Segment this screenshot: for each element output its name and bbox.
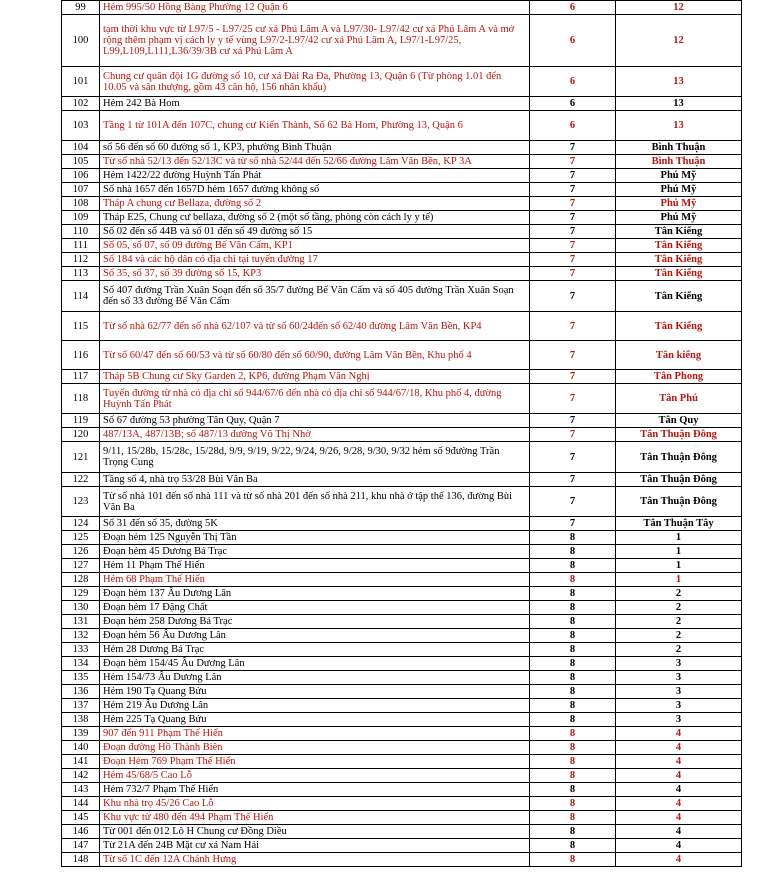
ward-cell: Tân Kiểng	[616, 281, 742, 312]
table-row	[62, 312, 742, 341]
location-cell: Từ 001 đến 012 Lô H Chung cư Đồng Diều	[100, 825, 530, 839]
ward-cell: 4	[616, 783, 742, 797]
location-cell: Số 02 đến số 44B và số 01 đến số 49 đường số 15	[100, 225, 530, 239]
ward-cell: 13	[616, 97, 742, 111]
stt-cell: 142	[62, 769, 100, 783]
ward-cell: Tân Phong	[616, 370, 742, 384]
stt-cell: 140	[62, 741, 100, 755]
stt-cell: 127	[62, 559, 100, 573]
location-cell: Đoạn hẻm 45 Dương Bá Trạc	[100, 545, 530, 559]
table-row	[62, 783, 742, 797]
stt-cell: 138	[62, 713, 100, 727]
district-cell: 7	[530, 384, 616, 414]
district-cell: 8	[530, 853, 616, 867]
table-row	[62, 769, 742, 783]
table-row	[62, 755, 742, 769]
table-row	[62, 239, 742, 253]
table-row	[62, 15, 742, 67]
district-cell: 8	[530, 615, 616, 629]
stt-cell: 125	[62, 531, 100, 545]
ward-cell: Tân kiểng	[616, 341, 742, 370]
stt-cell: 115	[62, 312, 100, 341]
district-cell: 7	[530, 428, 616, 442]
location-cell: Hẻm 28 Dương Bá Trạc	[100, 643, 530, 657]
table-row	[62, 559, 742, 573]
district-cell: 7	[530, 267, 616, 281]
stt-cell: 135	[62, 671, 100, 685]
stt-cell: 143	[62, 783, 100, 797]
district-cell: 7	[530, 517, 616, 531]
ward-cell: 2	[616, 601, 742, 615]
stt-cell: 109	[62, 211, 100, 225]
location-cell: tạm thời khu vực từ L97/5 - L97/25 cư xá Phú Lâm A và L97/30- L97/42 cư xá Phú Lâm A và mở rộng thêm phạm vị cách ly y tế vùng L97/2-L97/42 cư xá Phú Lâm A, L97/1-L97/25, L99,L109,L111,L36/39/3B cư xá Phú Lâm A	[100, 15, 530, 67]
location-cell: Số nhà 1657 đến 1657D hẻm 1657 đường không số	[100, 183, 530, 197]
table-row	[62, 643, 742, 657]
district-cell: 7	[530, 225, 616, 239]
location-cell: Chung cư quân đội 1G đường số 10, cư xá Đài Ra Đa, Phường 13, Quận 6 (Từ phòng 1.01 đến 10.05 và sân thượng, gồm 43 căn hộ, 156 nhân khẩu)	[100, 67, 530, 97]
table-row	[62, 573, 742, 587]
ward-cell: Phú Mỹ	[616, 183, 742, 197]
ward-cell: 4	[616, 741, 742, 755]
stt-cell: 131	[62, 615, 100, 629]
ward-cell: Phú Mỹ	[616, 197, 742, 211]
stt-cell: 137	[62, 699, 100, 713]
district-cell: 8	[530, 657, 616, 671]
district-cell: 8	[530, 769, 616, 783]
table-row	[62, 281, 742, 312]
location-cell: Hẻm 11 Phạm Thế Hiển	[100, 559, 530, 573]
location-cell: Từ số nhà 62/77 đến số nhà 62/107 và từ số 60/24đến số 62/40 đường Lâm Văn Bền, KP4	[100, 312, 530, 341]
table-row	[62, 487, 742, 517]
stt-cell: 102	[62, 97, 100, 111]
stt-cell: 110	[62, 225, 100, 239]
table-row	[62, 797, 742, 811]
ward-cell: 13	[616, 67, 742, 97]
table-row	[62, 442, 742, 473]
location-cell: Từ số nhà 52/13 đến 52/13C và từ số nhà 52/44 đến 52/66 đường Lâm Văn Bền, KP 3A	[100, 155, 530, 169]
table-row	[62, 629, 742, 643]
stt-cell: 104	[62, 141, 100, 155]
stt-cell: 144	[62, 797, 100, 811]
district-cell: 8	[530, 741, 616, 755]
district-cell: 7	[530, 370, 616, 384]
ward-cell: Tân Thuận Đông	[616, 473, 742, 487]
district-cell: 7	[530, 414, 616, 428]
location-cell: Số 05, số 07, số 09 đường Bế Văn Cấm, KP1	[100, 239, 530, 253]
table-row	[62, 111, 742, 141]
stt-cell: 147	[62, 839, 100, 853]
table-row	[62, 341, 742, 370]
table-row	[62, 531, 742, 545]
district-cell: 7	[530, 487, 616, 517]
location-cell: Số 407 đường Trần Xuân Soạn đến số 35/7 đường Bế Văn Cấm và số 405 đường Trần Xuân Soạn đến số 33 đường Bế Văn Cấm	[100, 281, 530, 312]
location-cell: Tháp E25, Chung cư bellaza, đường số 2 (một số tầng, phòng còn cách ly y tế)	[100, 211, 530, 225]
table-row	[62, 370, 742, 384]
stt-cell: 108	[62, 197, 100, 211]
ward-cell: 4	[616, 839, 742, 853]
district-cell: 8	[530, 573, 616, 587]
ward-cell: Tân Thuận Đông	[616, 442, 742, 473]
district-cell: 7	[530, 239, 616, 253]
location-cell: 487/13A, 487/13B; số 487/13 đường Võ Thị Nhờ	[100, 428, 530, 442]
location-cell: Đoạn hẻm 17 Đặng Chất	[100, 601, 530, 615]
district-cell: 6	[530, 1, 616, 15]
ward-cell: 2	[616, 587, 742, 601]
district-cell: 6	[530, 97, 616, 111]
stt-cell: 130	[62, 601, 100, 615]
table-row	[62, 155, 742, 169]
district-cell: 8	[530, 811, 616, 825]
stt-cell: 118	[62, 384, 100, 414]
stt-cell: 136	[62, 685, 100, 699]
table-row	[62, 545, 742, 559]
ward-cell: Tân Thuận Đông	[616, 487, 742, 517]
table-row	[62, 615, 742, 629]
stt-cell: 99	[62, 1, 100, 15]
table-row	[62, 197, 742, 211]
location-cell: 9/11, 15/28b, 15/28c, 15/28d, 9/9, 9/19, 9/22, 9/24, 9/26, 9/28, 9/30, 9/32 hẻm số 9đường Trần Trọng Cung	[100, 442, 530, 473]
stt-cell: 123	[62, 487, 100, 517]
location-cell: Hẻm 154/73 Âu Dương Lân	[100, 671, 530, 685]
district-cell: 7	[530, 473, 616, 487]
district-cell: 8	[530, 783, 616, 797]
district-cell: 7	[530, 155, 616, 169]
table-row	[62, 853, 742, 867]
table-row	[62, 517, 742, 531]
district-cell: 6	[530, 15, 616, 67]
district-cell: 8	[530, 839, 616, 853]
table-row	[62, 97, 742, 111]
table-row	[62, 587, 742, 601]
ward-cell: 1	[616, 531, 742, 545]
location-cell: Số 67 đường 53 phường Tân Quy, Quận 7	[100, 414, 530, 428]
location-cell: Hẻm 995/50 Hồng Bàng Phường 12 Quận 6	[100, 1, 530, 15]
stt-cell: 111	[62, 239, 100, 253]
location-cell: Đoạn hẻm 258 Dương Bá Trạc	[100, 615, 530, 629]
table-row	[62, 225, 742, 239]
table-row	[62, 699, 742, 713]
table-row	[62, 211, 742, 225]
ward-cell: Tân Thuận Đông	[616, 428, 742, 442]
district-cell: 8	[530, 825, 616, 839]
location-cell: Khu nhà trọ 45/26 Cao Lỗ	[100, 797, 530, 811]
district-cell: 7	[530, 312, 616, 341]
table-row	[62, 1, 742, 15]
district-cell: 7	[530, 169, 616, 183]
district-cell: 7	[530, 253, 616, 267]
location-cell: Đoạn hẻm 125 Nguyễn Thị Tần	[100, 531, 530, 545]
ward-cell: 4	[616, 769, 742, 783]
district-cell: 8	[530, 559, 616, 573]
table-row	[62, 384, 742, 414]
district-cell: 7	[530, 442, 616, 473]
location-cell: Số 31 đến số 35, đường 5K	[100, 517, 530, 531]
ward-cell: 3	[616, 685, 742, 699]
stt-cell: 124	[62, 517, 100, 531]
location-cell: Hẻm 45/68/5 Cao Lỗ	[100, 769, 530, 783]
table-row	[62, 601, 742, 615]
ward-cell: 3	[616, 699, 742, 713]
location-cell: số 56 đến số 60 đường số 1, KP3, phường Bình Thuận	[100, 141, 530, 155]
stt-cell: 103	[62, 111, 100, 141]
district-cell: 8	[530, 797, 616, 811]
table-row	[62, 428, 742, 442]
ward-cell: 4	[616, 811, 742, 825]
ward-cell: Phú Mỹ	[616, 211, 742, 225]
ward-cell: 4	[616, 727, 742, 741]
stt-cell: 105	[62, 155, 100, 169]
stt-cell: 122	[62, 473, 100, 487]
ward-cell: 12	[616, 1, 742, 15]
location-cell: 907 đến 911 Phạm Thế Hiển	[100, 727, 530, 741]
stt-cell: 120	[62, 428, 100, 442]
district-cell: 8	[530, 671, 616, 685]
ward-cell: 3	[616, 657, 742, 671]
location-cell: Số 184 và các hộ dân có địa chỉ tại tuyến đường 17	[100, 253, 530, 267]
district-cell: 6	[530, 67, 616, 97]
stt-cell: 101	[62, 67, 100, 97]
table-row	[62, 414, 742, 428]
stt-cell: 107	[62, 183, 100, 197]
ward-cell: Tân Quy	[616, 414, 742, 428]
ward-cell: Tân Kiểng	[616, 253, 742, 267]
district-cell: 7	[530, 211, 616, 225]
ward-cell: 4	[616, 755, 742, 769]
table-row	[62, 741, 742, 755]
ward-cell: 4	[616, 797, 742, 811]
ward-cell: 3	[616, 713, 742, 727]
ward-cell: 1	[616, 573, 742, 587]
location-cell: Tháp 5B Chung cư Sky Garden 2, KP6, đường Phạm Văn Nghị	[100, 370, 530, 384]
stt-cell: 106	[62, 169, 100, 183]
table-row	[62, 685, 742, 699]
ward-cell: Tân Phú	[616, 384, 742, 414]
location-cell: Từ số 60/47 đến số 60/53 và từ số 60/80 đến số 60/90, đường Lâm Văn Bền, Khu phố 4	[100, 341, 530, 370]
location-cell: Đoạn hẻm 137 Âu Dương Lân	[100, 587, 530, 601]
ward-cell: Phú Mỹ	[616, 169, 742, 183]
ward-cell: 13	[616, 111, 742, 141]
quarantine-area-table	[61, 0, 742, 867]
district-cell: 7	[530, 183, 616, 197]
district-cell: 8	[530, 643, 616, 657]
stt-cell: 113	[62, 267, 100, 281]
ward-cell: 1	[616, 545, 742, 559]
district-cell: 7	[530, 141, 616, 155]
stt-cell: 121	[62, 442, 100, 473]
location-cell: Hẻm 190 Tạ Quang Bửu	[100, 685, 530, 699]
stt-cell: 129	[62, 587, 100, 601]
district-cell: 8	[530, 587, 616, 601]
table-row	[62, 253, 742, 267]
stt-cell: 133	[62, 643, 100, 657]
stt-cell: 117	[62, 370, 100, 384]
stt-cell: 112	[62, 253, 100, 267]
ward-cell: Tân Kiểng	[616, 239, 742, 253]
stt-cell: 132	[62, 629, 100, 643]
district-cell: 8	[530, 699, 616, 713]
district-cell: 8	[530, 629, 616, 643]
table-row	[62, 473, 742, 487]
table-row	[62, 267, 742, 281]
stt-cell: 128	[62, 573, 100, 587]
stt-cell: 148	[62, 853, 100, 867]
ward-cell: 1	[616, 559, 742, 573]
district-cell: 7	[530, 341, 616, 370]
location-cell: Hẻm 1422/22 đường Huỳnh Tấn Phát	[100, 169, 530, 183]
ward-cell: Bình Thuận	[616, 141, 742, 155]
district-cell: 8	[530, 727, 616, 741]
table-body	[62, 1, 742, 867]
district-cell: 6	[530, 111, 616, 141]
location-cell: Từ 21A đến 24B Mặt cư xá Nam Hải	[100, 839, 530, 853]
district-cell: 8	[530, 531, 616, 545]
ward-cell: 4	[616, 853, 742, 867]
table-row	[62, 183, 742, 197]
ward-cell: Tân Kiểng	[616, 225, 742, 239]
stt-cell: 145	[62, 811, 100, 825]
location-cell: Hẻm 225 Tạ Quang Bửu	[100, 713, 530, 727]
location-cell: Đoạn Hẻm 769 Phạm Thế Hiển	[100, 755, 530, 769]
location-cell: Tầng số 4, nhà trọ 53/28 Bùi Văn Ba	[100, 473, 530, 487]
location-cell: Khu vực từ 480 đến 494 Phạm Thế Hiển	[100, 811, 530, 825]
district-cell: 8	[530, 545, 616, 559]
location-cell: Đoạn đường Hồ Thành Biên	[100, 741, 530, 755]
table-row	[62, 169, 742, 183]
stt-cell: 126	[62, 545, 100, 559]
stt-cell: 134	[62, 657, 100, 671]
ward-cell: Tân Kiểng	[616, 312, 742, 341]
table-row	[62, 811, 742, 825]
district-cell: 8	[530, 685, 616, 699]
ward-cell: 12	[616, 15, 742, 67]
location-cell: Hẻm 242 Bà Hom	[100, 97, 530, 111]
stt-cell: 139	[62, 727, 100, 741]
location-cell: Hẻm 68 Phạm Thế Hiển	[100, 573, 530, 587]
ward-cell: Bình Thuận	[616, 155, 742, 169]
table-row	[62, 825, 742, 839]
location-cell: Hẻm 732/7 Phạm Thế Hiển	[100, 783, 530, 797]
ward-cell: 2	[616, 629, 742, 643]
ward-cell: 2	[616, 615, 742, 629]
table-row	[62, 727, 742, 741]
stt-cell: 114	[62, 281, 100, 312]
table-row	[62, 713, 742, 727]
ward-cell: Tân Thuận Tây	[616, 517, 742, 531]
stt-cell: 119	[62, 414, 100, 428]
ward-cell: Tân Kiểng	[616, 267, 742, 281]
location-cell: Tầng 1 từ 101A đến 107C, chung cư Kiến Thành, Số 62 Bà Hom, Phường 13, Quận 6	[100, 111, 530, 141]
stt-cell: 116	[62, 341, 100, 370]
district-cell: 8	[530, 601, 616, 615]
district-cell: 7	[530, 197, 616, 211]
ward-cell: 2	[616, 643, 742, 657]
location-cell: Từ số 1C đến 12A Chánh Hưng	[100, 853, 530, 867]
ward-cell: 4	[616, 825, 742, 839]
table-row	[62, 141, 742, 155]
stt-cell: 146	[62, 825, 100, 839]
stt-cell: 141	[62, 755, 100, 769]
district-cell: 8	[530, 755, 616, 769]
location-cell: Từ số nhà 101 đến số nhà 111 và từ số nhà 201 đến số nhà 211, khu nhà ở tập thể 136, đường Bùi Văn Ba	[100, 487, 530, 517]
location-cell: Hẻm 219 Âu Dương Lân	[100, 699, 530, 713]
ward-cell: 3	[616, 671, 742, 685]
stt-cell: 100	[62, 15, 100, 67]
table-row	[62, 839, 742, 853]
district-cell: 7	[530, 281, 616, 312]
location-cell: Đoạn hẻm 56 Âu Dương Lân	[100, 629, 530, 643]
location-cell: Số 35, số 37, số 39 đường số 15, KP3	[100, 267, 530, 281]
table-row	[62, 67, 742, 97]
location-cell: Đoạn hẻm 154/45 Âu Dương Lân	[100, 657, 530, 671]
location-cell: Tuyến đường từ nhà có địa chỉ số 944/67/6 đến nhà có địa chỉ số 944/67/18, Khu phố 4, đường Huỳnh Tấn Phát	[100, 384, 530, 414]
table-row	[62, 657, 742, 671]
table-row	[62, 671, 742, 685]
location-cell: Tháp A chung cư Bellaza, đường số 2	[100, 197, 530, 211]
district-cell: 8	[530, 713, 616, 727]
